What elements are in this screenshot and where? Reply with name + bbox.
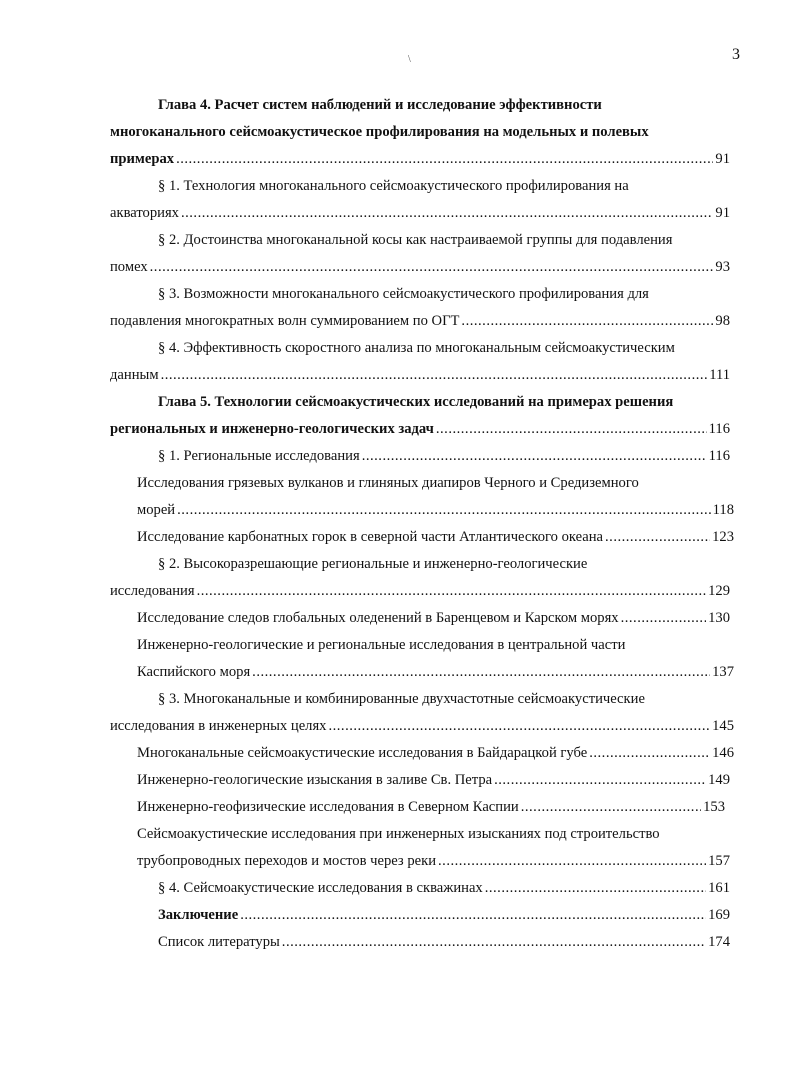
toc-s4-2-line2: помех (110, 259, 148, 275)
toc-s4-2-line1: § 2. Достоинства многоканальной косы как настраиваемой группы для подавления (158, 232, 673, 248)
dot-leader (161, 364, 708, 386)
dot-leader (328, 715, 710, 737)
toc-entry-s5-1a (137, 499, 734, 521)
dot-leader (461, 310, 713, 332)
dot-leader (252, 661, 710, 683)
toc-s5-1b-page: 123 (712, 529, 734, 545)
dot-leader (438, 850, 706, 872)
toc-references-page: 174 (708, 934, 730, 950)
toc-s4-4-line2: данным (110, 367, 159, 383)
dot-leader (621, 607, 707, 629)
toc-entry-conclusion (158, 904, 730, 926)
toc-entry-s5-1 (158, 445, 730, 467)
dot-leader (605, 526, 710, 548)
toc-s4-2-page: 93 (715, 259, 730, 275)
toc-s4-3-line2: подавления многократных волн суммированием по ОГТ (110, 313, 460, 329)
toc-entry-s5-3a (137, 742, 734, 764)
toc-s5-3d-line1: Сейсмоакустические исследования при инженерных изысканиях под строительство (137, 826, 660, 842)
toc-entry-s5-3b (137, 769, 730, 791)
toc-entry-s4-2 (110, 256, 730, 278)
toc-s5-1-page: 116 (708, 448, 730, 464)
toc-s5-3d-line2: трубопроводных переходов и мостов через реки (137, 853, 437, 869)
dot-leader (150, 256, 714, 278)
toc-ch5-line1: Глава 5. Технологии сейсмоакустических исследований на примерах решения (158, 394, 674, 410)
toc-entry-s5-3 (110, 715, 734, 737)
toc-s5-3-line1: § 3. Многоканальные и комбинированные двухчастотные сейсмоакустические (158, 691, 645, 707)
toc-s4-3-line1: § 3. Возможности многоканального сейсмоакустического профилирования для (158, 286, 649, 302)
toc-s5-2a-line1: Исследование следов глобальных оледенений в Баренцевом и Карском морях (137, 610, 619, 626)
scan-mark: \ (408, 54, 411, 65)
dot-leader (181, 202, 713, 224)
toc-entry-references (158, 931, 730, 953)
toc-s4-1-line2: акваториях (110, 205, 179, 221)
toc-s5-1a-page: 118 (712, 502, 734, 518)
toc-s5-3a-page: 146 (712, 745, 734, 761)
toc-ch4-line1: Глава 4. Расчет систем наблюдений и исследование эффективности (158, 97, 602, 113)
toc-entry-s5-2 (110, 580, 730, 602)
toc-s5-1b-line1: Исследование карбонатных горок в северной части Атлантического океана (137, 529, 604, 545)
toc-s4-4-line1: § 4. Эффективность скоростного анализа по многоканальным сейсмоакустическим (158, 340, 675, 356)
toc-ch4-page: 91 (715, 151, 730, 167)
toc-s5-1-line1: § 1. Региональные исследования (158, 448, 360, 464)
toc-s5-2b-line1: Инженерно-геологические и региональные исследования в центральной части (137, 637, 626, 653)
toc-entry-s5-1b (137, 526, 734, 548)
toc-s5-2-line2: исследования (110, 583, 195, 599)
dot-leader (177, 499, 711, 521)
toc-ch4-line3: примерах (110, 151, 175, 167)
toc-conclusion-page: 169 (708, 907, 730, 923)
dot-leader (589, 742, 710, 764)
toc-entry-s4-1 (110, 202, 730, 224)
dot-leader (485, 877, 706, 899)
toc-s5-3a-line1: Многоканальные сейсмоакустические исследования в Байдарацкой губе (137, 745, 588, 761)
toc-s5-2-line1: § 2. Высокоразрешающие региональные и инженерно-геологические (158, 556, 588, 572)
dot-leader (521, 796, 701, 818)
toc-s5-1a-line2: морей (137, 502, 176, 518)
toc-s5-3c-line1: Инженерно-геофизические исследования в Северном Каспии (137, 799, 519, 815)
toc-s5-3d-page: 157 (708, 853, 730, 869)
toc-ch4-line2: многоканального сейсмоакустическое профилирования на модельных и полевых (110, 124, 649, 140)
toc-s5-2b-line2: Каспийского моря (137, 664, 251, 680)
toc-s5-3-line2: исследования в инженерных целях (110, 718, 327, 734)
dot-leader (282, 931, 706, 953)
toc-s5-2-page: 129 (708, 583, 730, 599)
toc-s5-3-page: 145 (712, 718, 734, 734)
toc-entry-s5-3d (137, 850, 730, 872)
toc-s5-2b-page: 137 (712, 664, 734, 680)
toc-entry-s4-4 (110, 364, 730, 386)
toc-entry-s5-2a (137, 607, 730, 629)
toc-entry-s5-4 (158, 877, 730, 899)
toc-entry-s5-3c (137, 796, 725, 818)
toc-s5-4-line1: § 4. Сейсмоакустические исследования в скважинах (158, 880, 483, 896)
dot-leader (494, 769, 706, 791)
dot-leader (197, 580, 707, 602)
toc-s4-1-page: 91 (715, 205, 730, 221)
toc-entry-s5-2b (137, 661, 734, 683)
toc-s5-1a-line1: Исследования грязевых вулканов и глиняных диапиров Черного и Средиземного (137, 475, 639, 491)
page-number: 3 (732, 46, 740, 63)
toc-ch5-page: 116 (708, 421, 730, 437)
toc-entry-ch4 (110, 148, 730, 170)
dot-leader (176, 148, 713, 170)
toc-references-title: Список литературы (158, 934, 280, 950)
dot-leader (240, 904, 706, 926)
toc-conclusion-title: Заключение (158, 907, 239, 923)
toc-s5-3b-line1: Инженерно-геологические изыскания в заливе Св. Петра (137, 772, 493, 788)
toc-s5-2a-page: 130 (708, 610, 730, 626)
dot-leader (436, 418, 707, 440)
toc-s5-3c-page: 153 (703, 799, 725, 815)
toc-entry-ch5 (110, 418, 730, 440)
toc-s4-3-page: 98 (715, 313, 730, 329)
toc-s4-4-page: 111 (709, 367, 730, 383)
toc-s5-3b-page: 149 (708, 772, 730, 788)
dot-leader (362, 445, 707, 467)
toc-s4-1-line1: § 1. Технология многоканального сейсмоакустического профилирования на (158, 178, 629, 194)
toc-ch5-line2: региональных и инженерно-геологических задач (110, 421, 434, 437)
toc-s5-4-page: 161 (708, 880, 730, 896)
toc-entry-s4-3 (110, 310, 730, 332)
